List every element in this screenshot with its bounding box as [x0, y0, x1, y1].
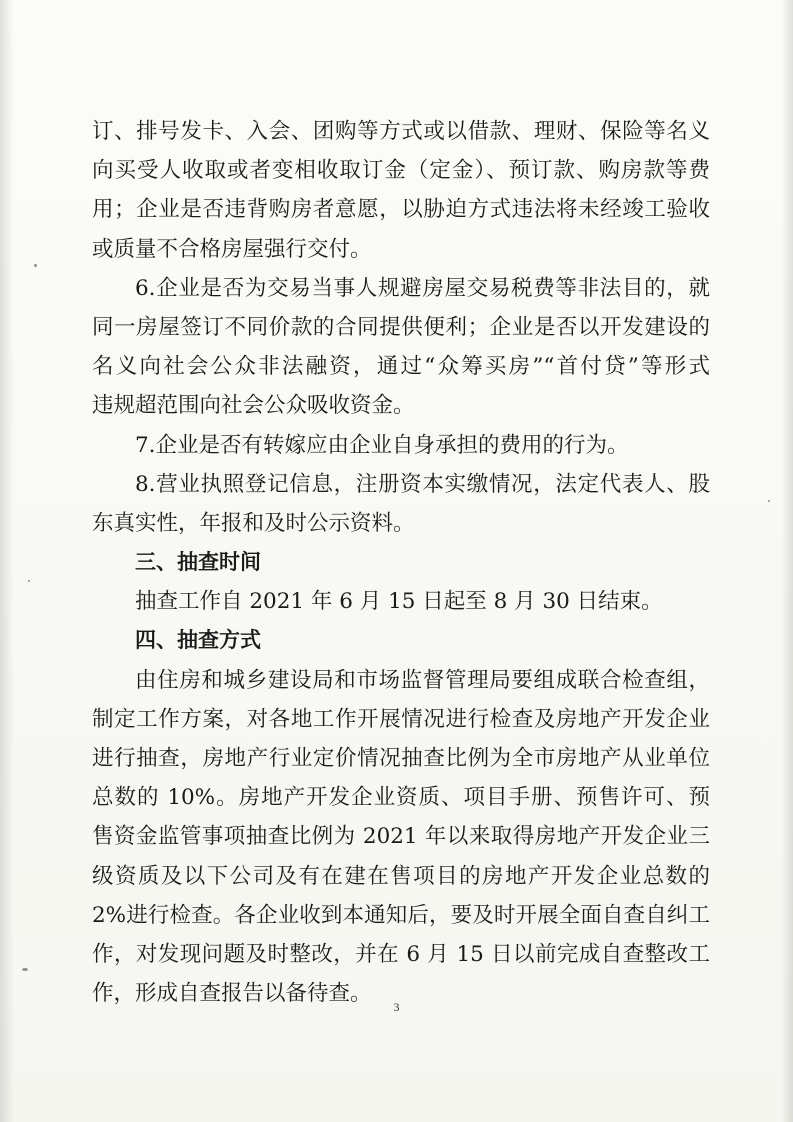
- document-body: [92, 112, 710, 1013]
- section-4-line: 作，对发现问题及时整改，并在 6 月 15 日以前完成自查整改工: [92, 941, 710, 967]
- scan-edge-left: [0, 0, 14, 1122]
- section-4-line: 由住房和城乡建设局和市场监督管理局要组成联合检查组，: [135, 667, 710, 693]
- section-4-line: 进行抽查，房地产行业定价情况抽查比例为全市房地产从业单位: [92, 746, 710, 771]
- section-4-line: 2%进行检查。各企业收到本通知后，要及时开展全面自查自纠工: [92, 902, 710, 928]
- item-7-line: 7.企业是否有转嫁应由企业自身承担的费用的行为。: [135, 432, 629, 458]
- section-heading-inspection-time: 三、抽查时间: [135, 550, 261, 575]
- section-4-line: 售资金监管事项抽查比例为 2021 年以来取得房地产开发企业三: [92, 824, 710, 850]
- body-line: 或质量不合格房屋强行交付。: [92, 236, 372, 262]
- item-6-line: 名义向社会公众非法融资，通过“众筹买房”“首付贷”等形式: [92, 354, 710, 380]
- scan-speck: [34, 264, 37, 267]
- section-4-line: 作，形成自查报告以备待查。: [92, 981, 372, 1007]
- scan-speck: [28, 580, 30, 582]
- item-8-line: 8.营业执照登记信息，注册资本实缴情况，法定代表人、股: [135, 471, 710, 497]
- section-4-line: 制定工作方案，对各地工作开展情况进行检查及房地产开发企业: [92, 706, 710, 732]
- item-8-line: 东真实性，年报和及时公示资料。: [92, 510, 415, 536]
- scan-speck: [768, 500, 770, 502]
- item-6-line: 同一房屋签订不同价款的合同提供便利；企业是否以开发建设的: [92, 314, 710, 340]
- body-line: 订、排号发卡、入会、团购等方式或以借款、理财、保险等名义: [92, 119, 710, 144]
- body-line: 用；企业是否违背购房者意愿，以胁迫方式违法将未经竣工验收: [92, 197, 710, 223]
- body-line: 向买受人收取或者变相收取订金（定金）、预订款、购房款等费: [92, 158, 710, 184]
- scan-edge-right: [781, 0, 793, 1122]
- item-6-line: 6.企业是否为交易当事人规避房屋交易税费等非法目的，就: [135, 275, 710, 301]
- item-6-line: 违规超范围向社会公众吸收资金。: [92, 393, 415, 419]
- section-3-line: 抽查工作自 2021 年 6 月 15 日起至 8 月 30 日结束。: [135, 589, 663, 615]
- page-number: 3: [393, 1000, 400, 1014]
- section-heading-inspection-method: 四、抽查方式: [135, 628, 261, 653]
- scan-speck: [22, 968, 28, 971]
- section-4-line: 总数的 10%。房地产开发企业资质、项目手册、预售许可、预: [92, 785, 710, 811]
- section-4-line: 级资质及以下公司及有在建在售项目的房地产开发企业总数的: [92, 863, 710, 889]
